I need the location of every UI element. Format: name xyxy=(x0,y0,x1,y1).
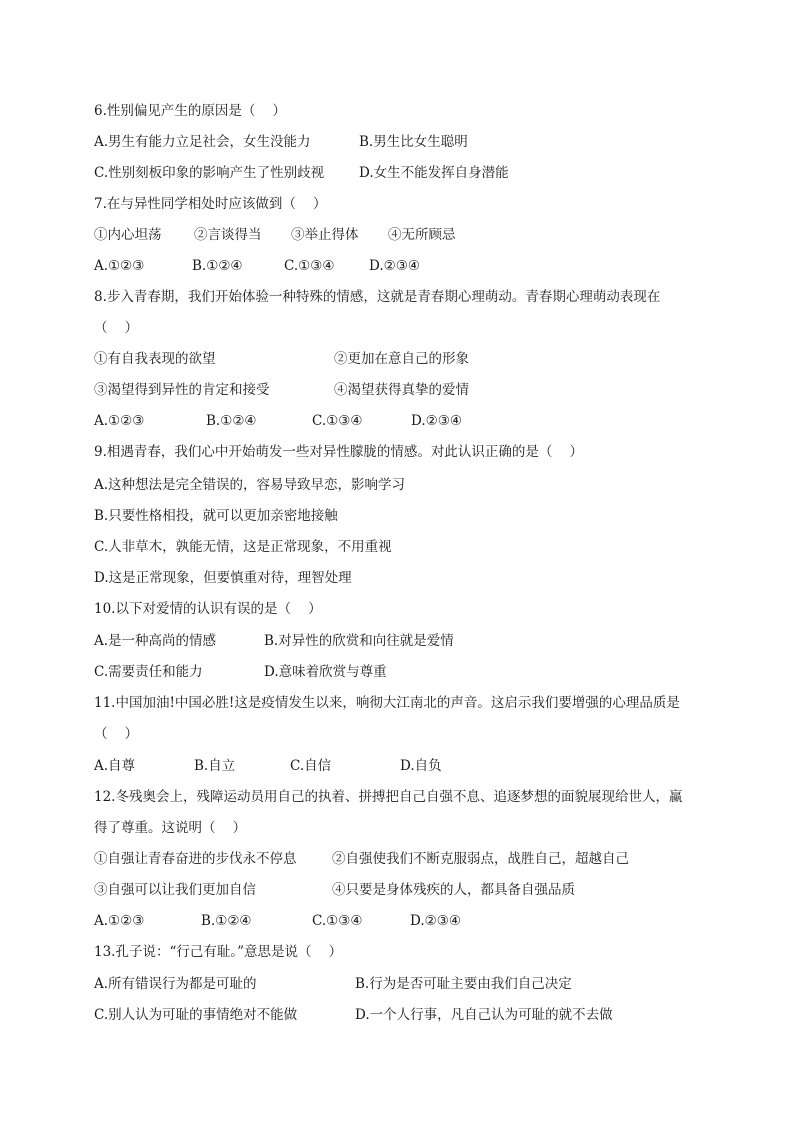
q7-stem: 7.在与异性同学相处时应该做到（ ） xyxy=(94,196,327,212)
q13-stem: 13.孔子说：“行己有耻。”意思是说（ ） xyxy=(94,944,343,960)
q12-statement-2: ②自强使我们不断克服弱点，战胜自己，超越自己 xyxy=(332,851,629,867)
q7-statement-4: ④无所顾忌 xyxy=(388,227,456,243)
q6-stem: 6.性别偏见产生的原因是（ ） xyxy=(94,103,287,119)
q12-statement-1: ①自强让青春奋进的步伐永不停息 xyxy=(94,851,297,867)
q7-statement-1: ①内心坦荡 xyxy=(94,227,162,243)
q6-option-d: D.女生不能发挥自身潜能 xyxy=(359,165,509,181)
q12-option-c: C.①③④ xyxy=(312,913,363,929)
q6-option-a: A.男生有能力立足社会，女生没能力 xyxy=(94,134,311,150)
q12-option-d: D.②③④ xyxy=(410,913,461,929)
q7-option-c: C.①③④ xyxy=(284,258,335,274)
q6-option-c: C.性别刻板印象的影响产生了性别歧视 xyxy=(94,165,325,181)
q8-answer-paren: （ ） xyxy=(94,320,139,336)
q7-option-d: D.②③④ xyxy=(369,258,420,274)
q12-statement-4: ④只要是身体残疾的人，都具备自强品质 xyxy=(332,882,575,898)
q10-option-d: D.意味着欣赏与尊重 xyxy=(264,664,387,680)
q11-option-b: B.自立 xyxy=(194,758,236,774)
q9-option-a: A.这种想法是完全错误的，容易导致早恋，影响学习 xyxy=(94,477,406,493)
q10-stem: 10.以下对爱情的认识有误的是（ ） xyxy=(94,601,322,617)
q7-statement-3: ③举止得体 xyxy=(291,227,359,243)
q8-option-d: D.②③④ xyxy=(411,413,462,429)
q8-stem: 8.步入青春期，我们开始体验一种特殊的情感，这就是青春期心理萌动。青春期心理萌动表现在 xyxy=(94,289,661,305)
q9-stem: 9.相遇青春，我们心中开始萌发一些对异性朦胧的情感。对此认识正确的是（ ） xyxy=(94,444,584,460)
q13-option-a: A.所有错误行为都是可耻的 xyxy=(94,976,257,992)
q12-statement-3: ③自强可以让我们更加自信 xyxy=(94,882,256,898)
q10-option-c: C.需要责任和能力 xyxy=(94,664,203,680)
q9-option-d: D.这是正常现象，但要慎重对待，理智处理 xyxy=(94,570,352,586)
q11-stem: 11.中国加油!中国必胜!这是疫情发生以来，响彻大江南北的声音。这启示我们要增强的心理品质是 xyxy=(94,695,680,711)
q12-stem: 12.冬残奥会上，残障运动员用自己的执着、拼搏把自己自强不息、追逐梦想的面貌展现给世人，赢 xyxy=(94,789,683,805)
q12-option-b: B.①②④ xyxy=(201,913,252,929)
q9-option-c: C.人非草木，孰能无情，这是正常现象，不用重视 xyxy=(94,539,392,555)
q13-option-c: C.别人认为可耻的事情绝对不能做 xyxy=(94,1007,298,1023)
q12-option-a: A.①②③ xyxy=(94,913,145,929)
q8-statement-2: ②更加在意自己的形象 xyxy=(334,351,469,367)
q12-stem-continued: 得了尊重。这说明（ ） xyxy=(94,820,247,836)
q8-option-b: B.①②④ xyxy=(206,413,257,429)
q10-option-b: B.对异性的欣赏和向往就是爱情 xyxy=(264,633,454,649)
q7-statement-2: ②言谈得当 xyxy=(194,227,262,243)
q8-statement-3: ③渴望得到异性的肯定和接受 xyxy=(94,382,270,398)
q7-option-a: A.①②③ xyxy=(94,258,145,274)
q8-statement-4: ④渴望获得真挚的爱情 xyxy=(334,382,469,398)
q13-option-b: B.行为是否可耻主要由我们自己决定 xyxy=(355,976,572,992)
q10-option-a: A.是一种高尚的情感 xyxy=(94,633,217,649)
q11-option-c: C.自信 xyxy=(290,758,332,774)
q13-option-d: D.一个人行事，凡自己认为可耻的就不去做 xyxy=(355,1007,613,1023)
q8-option-c: C.①③④ xyxy=(312,413,363,429)
q8-option-a: A.①②③ xyxy=(94,413,145,429)
q11-option-d: D.自负 xyxy=(400,758,442,774)
q8-statement-1: ①有自我表现的欲望 xyxy=(94,351,216,367)
q11-option-a: A.自尊 xyxy=(94,758,136,774)
q7-option-b: B.①②④ xyxy=(192,258,243,274)
q11-answer-paren: （ ） xyxy=(94,726,139,742)
q9-option-b: B.只要性格相投，就可以更加亲密地接触 xyxy=(94,508,338,524)
q6-option-b: B.男生比女生聪明 xyxy=(359,134,468,150)
